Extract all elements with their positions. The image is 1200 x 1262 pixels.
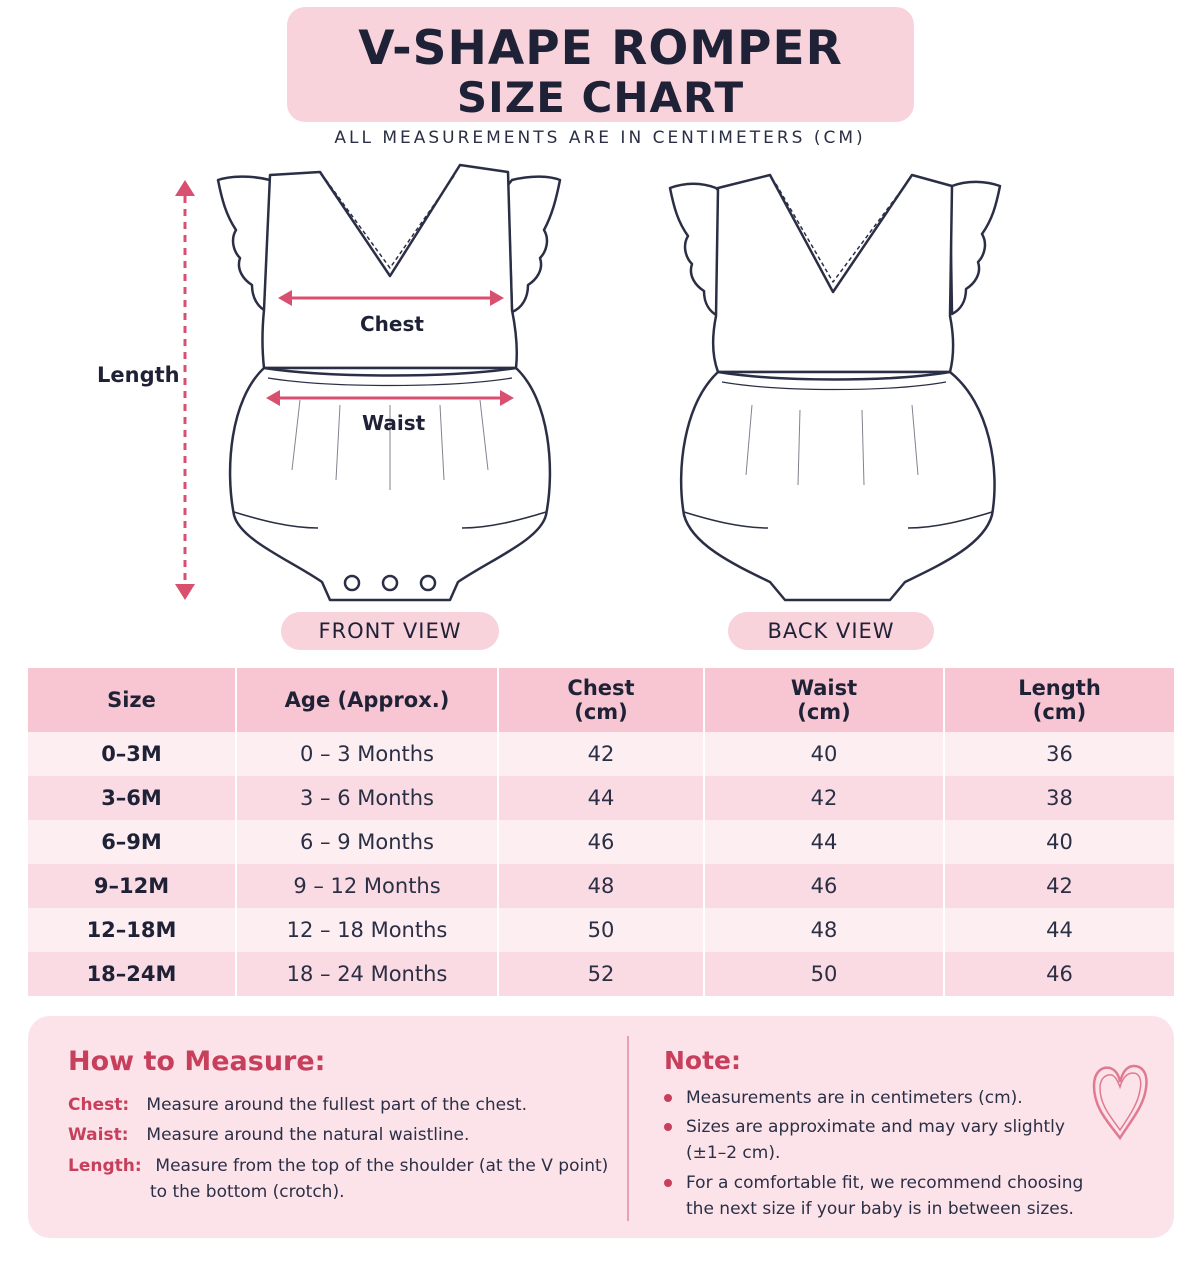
table-row xyxy=(28,908,1174,952)
romper-illustration xyxy=(0,160,1200,660)
bullet-icon xyxy=(664,1094,672,1102)
size-cell: 18–24M xyxy=(28,952,236,996)
size-cell: 6–9M xyxy=(28,820,236,864)
table-row xyxy=(28,864,1174,908)
chest-cell: 46 xyxy=(498,820,704,864)
page-title: V-SHAPE ROMPER xyxy=(358,21,843,76)
page-subtitle: SIZE CHART xyxy=(456,73,745,122)
units-note: ALL MEASUREMENTS ARE IN CENTIMETERS (CM) xyxy=(334,128,866,148)
age-cell: 3 – 6 Months xyxy=(236,776,498,820)
chest-cell: 48 xyxy=(498,864,704,908)
waist-cell: 42 xyxy=(704,776,944,820)
header-age: Age (Approx.) xyxy=(236,668,498,732)
waist-label: Waist xyxy=(362,411,426,435)
age-cell: 18 – 24 Months xyxy=(236,952,498,996)
table-header-row xyxy=(28,668,1174,732)
size-cell: 3–6M xyxy=(28,776,236,820)
measure-length-row xyxy=(68,1153,608,1179)
how-to-measure-title: How to Measure: xyxy=(68,1046,326,1077)
header-chest: Chest (cm) xyxy=(498,668,704,732)
heart-icon xyxy=(1088,1060,1152,1144)
length-cell: 38 xyxy=(944,776,1174,820)
waist-cell: 50 xyxy=(704,952,944,996)
table-row xyxy=(28,776,1174,820)
chest-cell: 52 xyxy=(498,952,704,996)
age-cell: 9 – 12 Months xyxy=(236,864,498,908)
bullet-icon xyxy=(664,1123,672,1131)
length-cell: 42 xyxy=(944,864,1174,908)
front-view-romper xyxy=(218,165,560,600)
info-panel xyxy=(28,1016,1174,1238)
measure-length-label: Length: xyxy=(68,1156,142,1176)
measure-length-text-1: Measure from the top of the shoulder (at the V point) xyxy=(155,1156,609,1176)
table-row xyxy=(28,820,1174,864)
length-label: Length xyxy=(97,363,180,387)
measure-length-text-2: to the bottom (crotch). xyxy=(150,1182,345,1202)
chest-label: Chest xyxy=(360,312,424,336)
note-title: Note: xyxy=(664,1046,742,1075)
length-arrow xyxy=(175,180,195,600)
age-cell: 0 – 3 Months xyxy=(236,732,498,776)
bullet-icon xyxy=(664,1179,672,1187)
header-length: Length (cm) xyxy=(944,668,1174,732)
title-banner xyxy=(287,7,914,122)
length-cell: 40 xyxy=(944,820,1174,864)
length-cell: 44 xyxy=(944,908,1174,952)
measure-chest-label: Chest: xyxy=(68,1095,130,1115)
note-item: For a comfortable fit, we recommend choosing the next size if your baby is in between sizes. xyxy=(664,1170,1104,1222)
info-divider xyxy=(627,1036,629,1221)
measure-chest-row xyxy=(68,1092,527,1118)
size-cell: 9–12M xyxy=(28,864,236,908)
header-waist: Waist (cm) xyxy=(704,668,944,732)
waist-cell: 44 xyxy=(704,820,944,864)
table-row xyxy=(28,732,1174,776)
age-cell: 6 – 9 Months xyxy=(236,820,498,864)
back-view-romper xyxy=(670,175,1000,600)
age-cell: 12 – 18 Months xyxy=(236,908,498,952)
size-chart-table xyxy=(28,668,1174,996)
table-row xyxy=(28,952,1174,996)
chest-cell: 44 xyxy=(498,776,704,820)
chest-cell: 42 xyxy=(498,732,704,776)
length-cell: 46 xyxy=(944,952,1174,996)
measure-waist-row xyxy=(68,1122,469,1148)
waist-cell: 40 xyxy=(704,732,944,776)
note-item: Measurements are in centimeters (cm). xyxy=(664,1085,1104,1111)
measure-waist-label: Waist: xyxy=(68,1125,129,1145)
length-cell: 36 xyxy=(944,732,1174,776)
waist-cell: 48 xyxy=(704,908,944,952)
header-size: Size xyxy=(28,668,236,732)
measure-waist-text: Measure around the natural waistline. xyxy=(146,1125,470,1145)
front-view-label: FRONT VIEW xyxy=(281,612,499,650)
back-view-label: BACK VIEW xyxy=(728,612,934,650)
note-item: Sizes are approximate and may vary slightly (±1–2 cm). xyxy=(664,1114,1104,1166)
chest-cell: 50 xyxy=(498,908,704,952)
size-cell: 0–3M xyxy=(28,732,236,776)
size-cell: 12–18M xyxy=(28,908,236,952)
measure-chest-text: Measure around the fullest part of the chest. xyxy=(146,1095,527,1115)
waist-cell: 46 xyxy=(704,864,944,908)
